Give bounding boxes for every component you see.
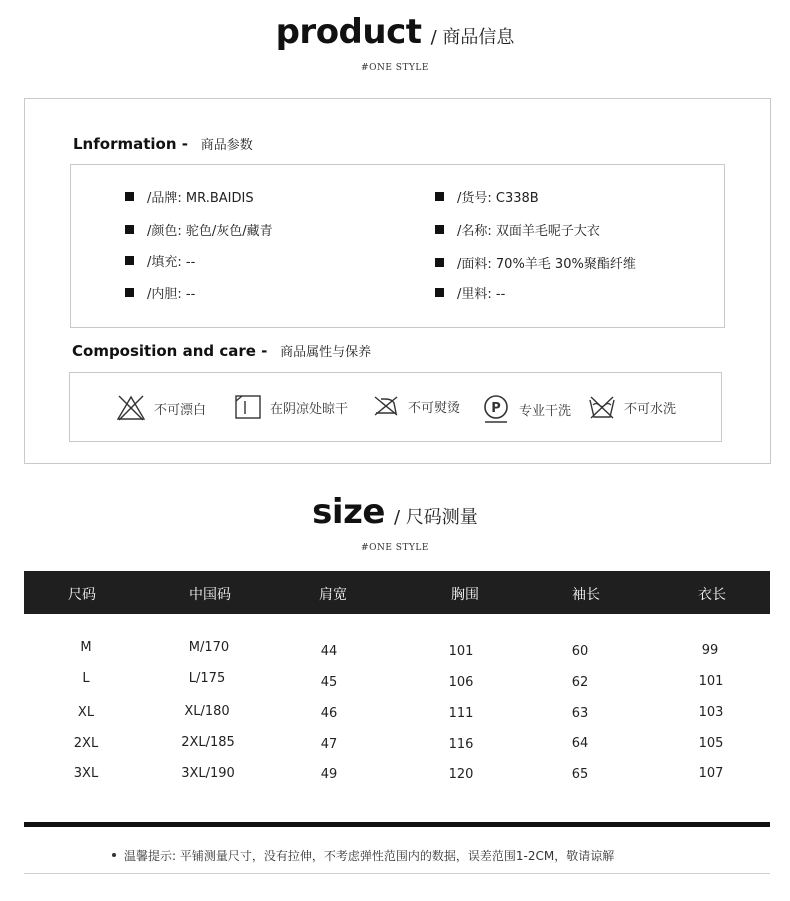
bullet-square xyxy=(435,225,444,234)
product-subtitle: / 商品信息 xyxy=(430,27,515,48)
attribute-text: -- xyxy=(495,287,506,302)
attribute-text: MR.BAIDIS xyxy=(185,191,254,206)
attribute-text: 驼色/灰色/藏青 xyxy=(185,224,273,239)
footer-divider xyxy=(24,873,770,874)
care-label: 专业干洗 xyxy=(519,403,572,419)
attribute-lining xyxy=(435,283,505,302)
care-item-no-iron xyxy=(372,394,460,418)
size-heading xyxy=(0,492,790,532)
bullet-square xyxy=(125,192,134,201)
table-cell: 101 xyxy=(698,674,724,689)
attribute-text: -- xyxy=(185,255,196,270)
table-cell: 60 xyxy=(571,644,589,659)
column-header: 袖长 xyxy=(572,587,600,603)
bullet-square xyxy=(435,192,444,201)
attribute-color xyxy=(125,220,273,239)
table-cell: 111 xyxy=(448,706,474,721)
professional-dry-clean-icon xyxy=(481,394,511,424)
table-cell: 45 xyxy=(320,675,338,690)
information-title-cn: 商品参数 xyxy=(200,138,253,153)
information-title xyxy=(73,134,253,153)
table-cell: XL/180 xyxy=(184,704,230,719)
svg-text:P: P xyxy=(491,401,501,416)
care-item-no-bleach xyxy=(116,394,206,422)
table-cell: 116 xyxy=(448,737,474,752)
bullet-square xyxy=(125,225,134,234)
attribute-name xyxy=(435,220,600,239)
bullet-square xyxy=(435,258,444,267)
table-cell: 47 xyxy=(320,737,338,752)
care-label: 不可水洗 xyxy=(624,401,677,417)
care-label: 不可漂白 xyxy=(154,402,207,418)
care-label: 在阴凉处晾干 xyxy=(270,401,349,417)
size-table-body xyxy=(24,614,770,826)
care-title-en: Composition and care - xyxy=(72,342,268,360)
information-title-en: Lnformation - xyxy=(73,135,188,153)
attribute-text: /里料: xyxy=(457,287,492,302)
care-item-shade-dry xyxy=(234,394,348,420)
attribute-text: /内胆: xyxy=(147,287,182,302)
table-cell: 44 xyxy=(320,644,338,659)
no-wash-icon xyxy=(588,394,616,420)
table-cell: 107 xyxy=(698,766,724,781)
no-iron-icon xyxy=(372,394,400,418)
attribute-text: /颜色: xyxy=(147,224,182,239)
table-cell: 65 xyxy=(571,767,589,782)
attribute-text: /货号: xyxy=(457,191,492,206)
attribute-item-number xyxy=(435,187,539,206)
attribute-text: 70%羊毛 30%聚酯纤维 xyxy=(495,257,636,272)
table-cell: 99 xyxy=(701,643,719,658)
table-cell: 3XL/190 xyxy=(181,766,235,781)
column-header: 肩宽 xyxy=(319,587,347,603)
table-cell: 106 xyxy=(448,675,474,690)
size-tagline: #ONE STYLE xyxy=(361,543,429,553)
care-title-cn: 商品属性与保养 xyxy=(280,345,372,360)
no-bleach-icon xyxy=(116,394,146,422)
table-cell: 3XL xyxy=(73,766,99,781)
bullet-square xyxy=(125,256,134,265)
bullet-dot xyxy=(112,853,116,857)
care-item-dry-clean xyxy=(481,394,571,424)
attribute-filling xyxy=(125,251,195,270)
table-bottom-rule xyxy=(24,822,770,827)
attribute-text: /名称: xyxy=(457,224,492,239)
product-tagline: #ONE STYLE xyxy=(361,63,429,73)
table-cell: M xyxy=(80,640,92,655)
table-cell: 64 xyxy=(571,736,589,751)
shade-dry-icon xyxy=(234,394,262,420)
size-table xyxy=(24,571,770,826)
table-cell: M/170 xyxy=(188,640,230,655)
column-header: 尺码 xyxy=(68,587,96,603)
attribute-text: /填充: xyxy=(147,255,182,270)
bullet-square xyxy=(125,288,134,297)
size-subtitle: / 尺码测量 xyxy=(394,507,478,528)
table-cell: 101 xyxy=(448,644,474,659)
column-header: 胸围 xyxy=(451,587,479,603)
column-header: 中国码 xyxy=(189,587,231,603)
attribute-text: 双面羊毛呢子大衣 xyxy=(495,224,600,239)
table-cell: 120 xyxy=(448,767,474,782)
attribute-text: -- xyxy=(185,287,196,302)
attribute-brand xyxy=(125,187,254,206)
table-cell: L xyxy=(82,671,90,686)
attribute-text: C338B xyxy=(495,191,539,206)
product-heading xyxy=(0,12,790,52)
column-header: 衣长 xyxy=(698,587,726,603)
attribute-text: /面料: xyxy=(457,257,492,272)
table-cell: 62 xyxy=(571,675,589,690)
size-table-header xyxy=(24,571,770,614)
measurement-note: 温馨提示: 平铺测量尺寸，没有拉伸，不考虑弹性范围内的数据，误差范围1-2CM，敬请谅解 xyxy=(112,847,614,864)
care-item-no-wash xyxy=(588,394,676,420)
table-cell: XL xyxy=(77,705,95,720)
attribute-fabric xyxy=(435,253,636,272)
bullet-square xyxy=(435,288,444,297)
table-cell: 105 xyxy=(698,736,724,751)
attribute-text: /品牌: xyxy=(147,191,182,206)
table-cell: 49 xyxy=(320,767,338,782)
care-title xyxy=(72,341,371,360)
attribute-liner xyxy=(125,283,195,302)
table-cell: 103 xyxy=(698,705,724,720)
table-cell: 63 xyxy=(571,706,589,721)
care-label: 不可熨烫 xyxy=(408,400,461,416)
product-title: product xyxy=(275,12,422,52)
table-cell: 2XL/185 xyxy=(181,735,235,750)
size-title: size xyxy=(312,492,385,532)
table-cell: 46 xyxy=(320,706,338,721)
table-cell: L/175 xyxy=(188,671,226,686)
table-cell: 2XL xyxy=(73,736,99,751)
